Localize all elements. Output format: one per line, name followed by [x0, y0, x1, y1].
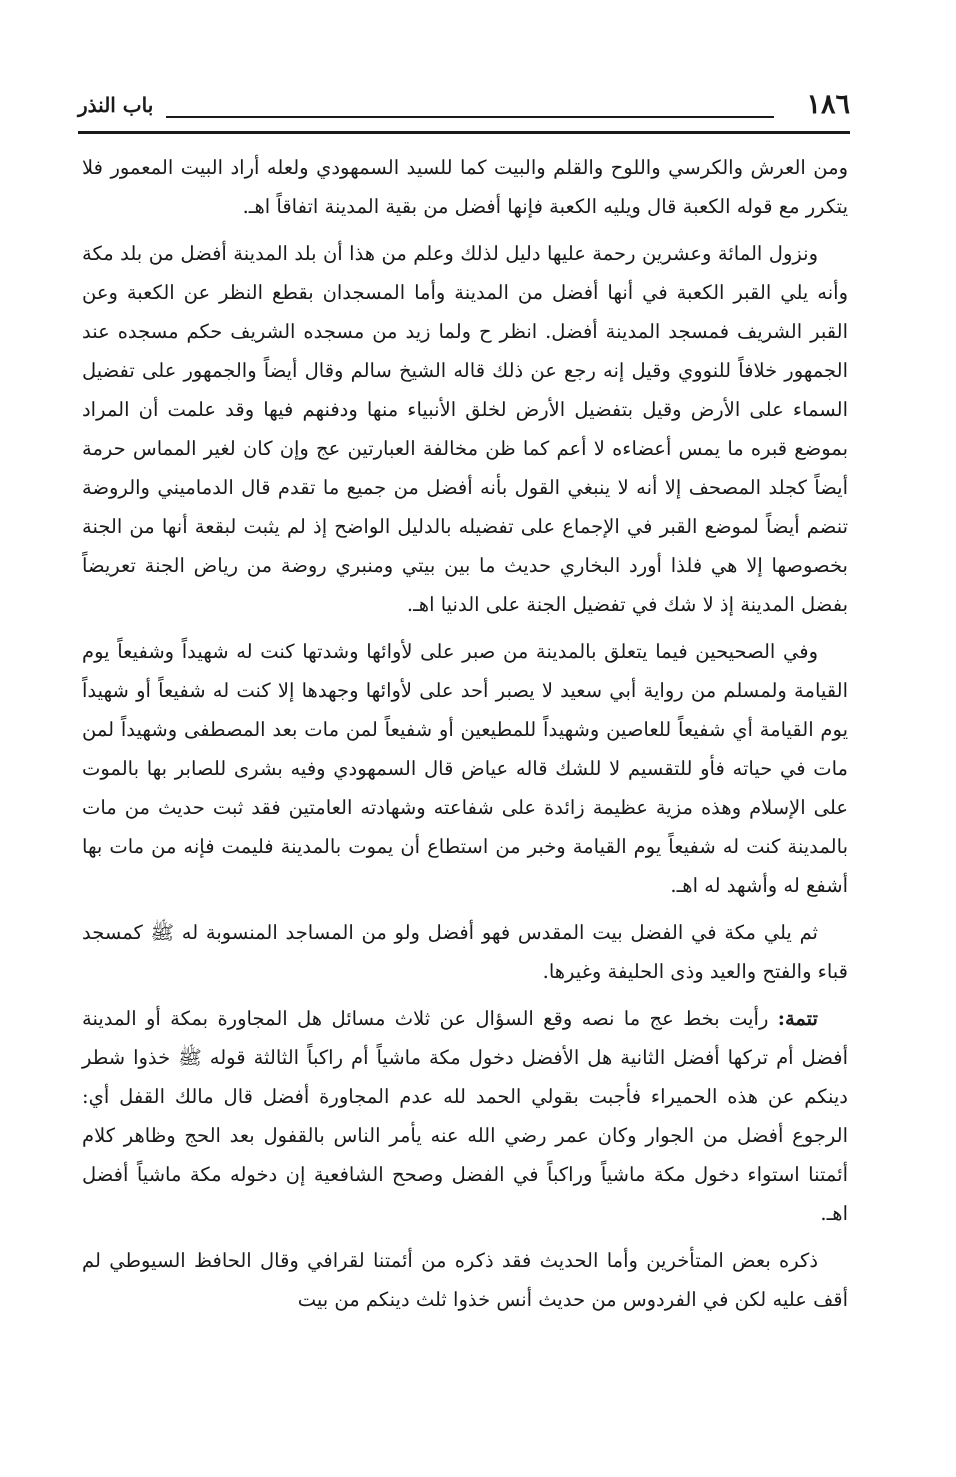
paragraph: [82, 913, 848, 991]
running-header: [78, 88, 850, 124]
paragraph: [82, 999, 848, 1233]
paragraph: [82, 234, 848, 624]
paragraph-text: رأيت بخط عج ما نصه وقع السؤال عن ثلاث مسائل هل المجاورة بمكة أو المدينة أفضل أم تركها أفضل الثانية هل الأفضل دخول مكة ماشياً أم راكباً الثالثة قوله ﷺ خذوا شطر دينكم عن هذه الحميراء فأجبت بقولي الحمد لله عدم المجاورة أفضل قال مالك القفل أي: الرجوع أفضل من الجوار وكان عمر رضي الله عنه يأمر الناس بالقفول بعد الحج وظاهر كلام أئمتنا استواء دخول مكة ماشياً وراكباً في الفضل وصحح الشافعية إن دخوله مكة ماشياً أفضل اهـ.: [82, 1007, 848, 1225]
paragraph-text: ومن العرش والكرسي واللوح والقلم والبيت كما للسيد السمهودي ولعله أراد البيت المعمور فلا يتكرر مع قوله الكعبة قال ويليه الكعبة فإنها أفضل من بقية المدينة اتفاقاً اهـ.: [82, 156, 848, 218]
paragraph-text: ونزول المائة وعشرين رحمة عليها دليل لذلك وعلم من هذا أن بلد المدينة أفضل من بلد مكة وأنه يلي القبر الكعبة في أنها أفضل من المدينة وأما المسجدان بقطع النظر عن الكعبة وعن القبر الشريف فمسجد المدينة أفضل. انظر ح ولما زيد من مسجده الشريف حكم مسجده عند الجمهور خلافاً للنووي وقيل إنه رجع عن ذلك قاله الشيخ سالم وقال أيضاً والجمهور على تفضيل السماء على الأرض وقيل بتفضيل الأرض لخلق الأنبياء منها ودفنهم فيها وقد علمت أن المراد بموضع قبره ما يمس أعضاءه لا أعم كما ظن مخالفة العبارتين عج وإن كان لغير المماس حرمة أيضاً كجلد المصحف إلا أنه لا ينبغي القول بأنه أفضل من جميع ما تقدم قال الدماميني والروضة تنضم أيضاً لموضع القبر في الإجماع على تفضيله بالدليل الواضح إذ لم يثبت لبقعة أنها من الجنة بخصوصها إلا هي فلذا أورد البخاري حديث ما بين بيتي ومنبري روضة من رياض الجنة تعريضاً بفضل المدينة إذ لا شك في تفضيل الجنة على الدنيا اهـ.: [82, 242, 848, 616]
header-rule: [78, 131, 850, 134]
paragraph-text: وفي الصحيحين فيما يتعلق بالمدينة من صبر على لأوائها وشدتها كنت له شهيداً وشفيعاً يوم القيامة ولمسلم من رواية أبي سعيد لا يصبر أحد على لأوائها وجهدها إلا كنت له شفيعاً أو شهيداً يوم القيامة أي شفيعاً للعاصين وشهيداً للمطيعين أو شفيعاً لمن مات بعد المصطفى وشهيداً لمن مات في حياته فأو للتقسيم لا للشك قاله عياض قال السمهودي وفيه بشرى للصابر بها بالموت على الإسلام وهذه مزية عظيمة زائدة على شفاعته وشهادته العامتين فقد ثبت حديث من مات بالمدينة كنت له شفيعاً يوم القيامة وخبر من استطاع أن يموت بالمدينة فليمت فإنه من مات بها أشفع له وأشهد له اهـ.: [82, 640, 848, 897]
page-number: ١٨٦: [806, 89, 850, 120]
paragraph: [82, 148, 848, 226]
header-leader-line: [166, 116, 774, 118]
paragraph-text: ذكره بعض المتأخرين وأما الحديث فقد ذكره من أئمتنا لقرافي وقال الحافظ السيوطي لم أقف عليه لكن في الفردوس من حديث أنس خذوا ثلث دينكم من بيت: [82, 1249, 848, 1311]
paragraph-text: ثم يلي مكة في الفضل بيت المقدس فهو أفضل ولو من المساجد المنسوبة له ﷺ كمسجد قباء والفتح والعيد وذى الحليفة وغيرها.: [82, 921, 848, 983]
section-title: باب النذر: [78, 93, 154, 117]
paragraph: [82, 1241, 848, 1319]
body-text: [82, 148, 848, 1327]
paragraph-lead-term: تتمة:: [777, 1007, 818, 1030]
paragraph: [82, 632, 848, 905]
